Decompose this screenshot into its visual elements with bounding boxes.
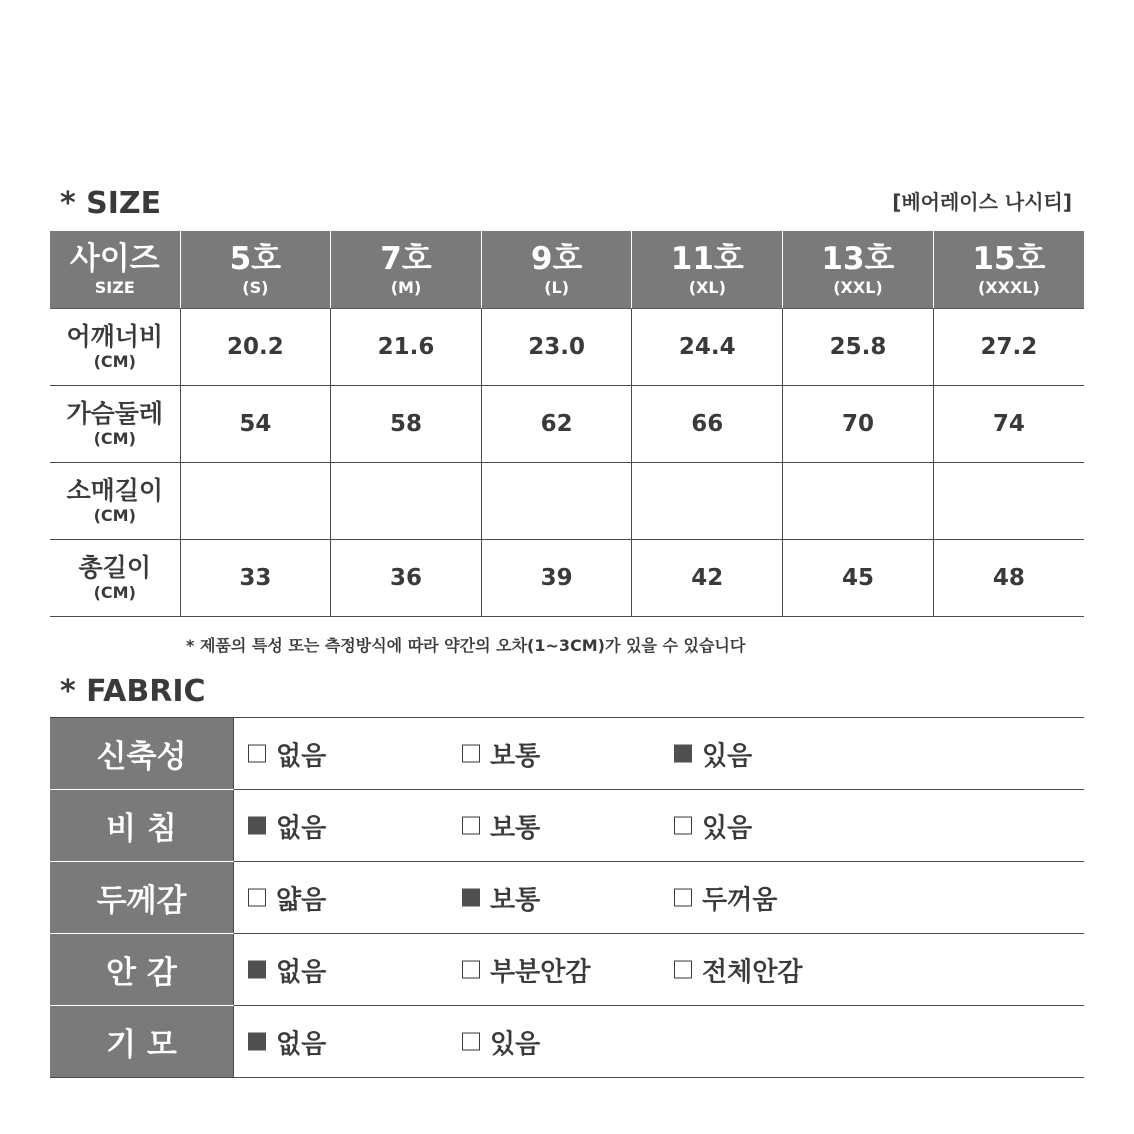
fabric-option-label: 없음	[276, 741, 327, 771]
size-col-main: 13호	[821, 240, 895, 277]
checked-checkbox[interactable]	[674, 745, 692, 763]
cell-value: 66	[691, 411, 724, 437]
cell-value: 70	[841, 411, 874, 437]
cell-value: 21.6	[377, 334, 435, 360]
fabric-option-label: 얇음	[276, 885, 327, 915]
fabric-option[interactable]	[248, 951, 326, 988]
fabric-table	[50, 717, 1084, 1078]
fabric-row	[50, 1006, 1084, 1078]
product-name: [베어레이스 나시티]	[892, 190, 1072, 214]
table-cell	[632, 386, 783, 463]
size-col-sub: (S)	[242, 277, 269, 297]
unchecked-checkbox[interactable]	[248, 745, 266, 763]
fabric-row	[50, 934, 1084, 1006]
size-col-header	[783, 231, 934, 309]
cell-value: 48	[992, 565, 1025, 591]
size-col-main: 11호	[670, 240, 744, 277]
cell-value: 27.2	[980, 334, 1038, 360]
cell-value: 20.2	[226, 334, 284, 360]
row-label-unit: (CM)	[93, 429, 136, 448]
fabric-row	[50, 718, 1084, 790]
fabric-options	[234, 862, 1085, 934]
row-label	[50, 309, 180, 386]
checked-checkbox[interactable]	[248, 817, 266, 835]
fabric-option-label: 두꺼움	[702, 885, 778, 915]
fabric-option-label: 부분안감	[490, 957, 591, 987]
size-col-header	[180, 231, 331, 309]
size-col-main: 5호	[229, 240, 282, 277]
row-label	[50, 540, 180, 617]
fabric-option[interactable]	[462, 879, 540, 916]
size-col-sub: (L)	[544, 277, 570, 297]
row-label-main: 소매길이	[66, 476, 164, 505]
table-cell	[632, 463, 783, 540]
table-cell	[481, 540, 632, 617]
size-header-label-main: 사이즈	[69, 240, 160, 277]
checked-checkbox[interactable]	[462, 889, 480, 907]
fabric-option[interactable]	[248, 1023, 326, 1060]
fabric-option[interactable]	[462, 735, 540, 772]
size-col-header	[331, 231, 482, 309]
table-cell	[180, 540, 331, 617]
table-cell	[783, 540, 934, 617]
fabric-option-label: 있음	[702, 813, 753, 843]
unchecked-checkbox[interactable]	[462, 1033, 480, 1051]
cell-value: 24.4	[678, 334, 736, 360]
table-cell	[331, 386, 482, 463]
size-col-header	[632, 231, 783, 309]
fabric-row-label: 두께감	[50, 862, 234, 934]
fabric-option[interactable]	[462, 951, 590, 988]
table-cell	[481, 309, 632, 386]
cell-value: 54	[239, 411, 272, 437]
size-col-sub: (XL)	[688, 277, 726, 297]
cell-value: 23.0	[528, 334, 586, 360]
table-cell	[331, 463, 482, 540]
fabric-option[interactable]	[674, 735, 752, 772]
size-col-main: 7호	[380, 240, 432, 277]
table-cell	[933, 309, 1084, 386]
row-label	[50, 463, 180, 540]
fabric-option[interactable]	[674, 879, 777, 916]
cell-value: 74	[992, 411, 1025, 437]
table-cell	[331, 309, 482, 386]
fabric-option-label: 보통	[490, 885, 541, 915]
table-cell	[481, 386, 632, 463]
size-col-sub: (XXXL)	[977, 277, 1040, 297]
row-label-unit: (CM)	[93, 583, 136, 602]
fabric-option[interactable]	[674, 951, 802, 988]
fabric-row-label: 기 모	[50, 1006, 234, 1078]
fabric-options	[234, 718, 1085, 790]
fabric-option[interactable]	[248, 879, 326, 916]
cell-value: 62	[540, 411, 573, 437]
cell-value: 39	[540, 565, 573, 591]
unchecked-checkbox[interactable]	[248, 889, 266, 907]
fabric-options	[234, 1006, 1085, 1078]
fabric-option[interactable]	[462, 807, 540, 844]
fabric-row-label: 신축성	[50, 718, 234, 790]
cell-value: 25.8	[829, 334, 887, 360]
size-header-label-sub: SIZE	[94, 277, 135, 297]
cell-value: 58	[389, 411, 422, 437]
fabric-option-label: 없음	[276, 1029, 327, 1059]
size-header-label	[50, 231, 180, 309]
size-col-header	[933, 231, 1084, 309]
size-col-sub: (M)	[390, 277, 422, 297]
unchecked-checkbox[interactable]	[674, 889, 692, 907]
cell-value: 36	[389, 565, 422, 591]
table-cell	[481, 463, 632, 540]
fabric-section-title: * FABRIC	[60, 674, 206, 709]
table-row	[50, 309, 1084, 386]
table-cell	[180, 309, 331, 386]
row-label-unit: (CM)	[93, 506, 136, 525]
row-label-main: 가슴둘레	[66, 399, 164, 428]
size-col-sub: (XXL)	[833, 277, 883, 297]
size-col-main: 9호	[530, 240, 583, 277]
unchecked-checkbox[interactable]	[674, 817, 692, 835]
size-col-header	[481, 231, 632, 309]
cell-value: 33	[239, 565, 272, 591]
unchecked-checkbox[interactable]	[462, 745, 480, 763]
fabric-option[interactable]	[462, 1023, 540, 1060]
fabric-option-label: 보통	[490, 813, 541, 843]
fabric-row	[50, 862, 1084, 934]
table-cell	[180, 386, 331, 463]
unchecked-checkbox[interactable]	[462, 817, 480, 835]
fabric-row-label: 비 침	[50, 790, 234, 862]
row-label-unit: (CM)	[93, 352, 136, 371]
fabric-option[interactable]	[248, 735, 326, 772]
fabric-option-label: 없음	[276, 957, 327, 987]
fabric-option-label: 보통	[490, 741, 541, 771]
table-cell	[331, 540, 482, 617]
fabric-option-label: 없음	[276, 813, 327, 843]
fabric-option[interactable]	[248, 807, 326, 844]
table-cell	[933, 463, 1084, 540]
cell-value: 45	[841, 565, 874, 591]
checked-checkbox[interactable]	[248, 1033, 266, 1051]
fabric-options	[234, 934, 1085, 1006]
table-cell	[933, 386, 1084, 463]
fabric-option-label: 전체안감	[702, 957, 803, 987]
table-cell	[933, 540, 1084, 617]
size-table	[50, 231, 1084, 617]
fabric-option-label: 있음	[490, 1029, 541, 1059]
table-cell	[632, 540, 783, 617]
table-row	[50, 463, 1084, 540]
table-cell	[783, 463, 934, 540]
row-label-main: 어깨너비	[66, 322, 164, 351]
size-col-main: 15호	[972, 240, 1046, 277]
fabric-row	[50, 790, 1084, 862]
size-note: * 제품의 특성 또는 측정방식에 따라 약간의 오차(1~3CM)가 있을 수 있습니다	[186, 636, 746, 655]
fabric-options	[234, 790, 1085, 862]
fabric-option[interactable]	[674, 807, 752, 844]
cell-value: 42	[691, 565, 724, 591]
size-header-row	[50, 231, 1084, 309]
unchecked-checkbox[interactable]	[674, 961, 692, 979]
table-cell	[632, 309, 783, 386]
row-label	[50, 386, 180, 463]
table-row	[50, 540, 1084, 617]
size-section-title: * SIZE	[60, 186, 162, 221]
fabric-row-label: 안 감	[50, 934, 234, 1006]
table-row	[50, 386, 1084, 463]
fabric-option-label: 있음	[702, 741, 753, 771]
row-label-main: 총길이	[78, 553, 151, 582]
checked-checkbox[interactable]	[248, 961, 266, 979]
table-cell	[783, 309, 934, 386]
unchecked-checkbox[interactable]	[462, 961, 480, 979]
table-cell	[783, 386, 934, 463]
table-cell	[180, 463, 331, 540]
